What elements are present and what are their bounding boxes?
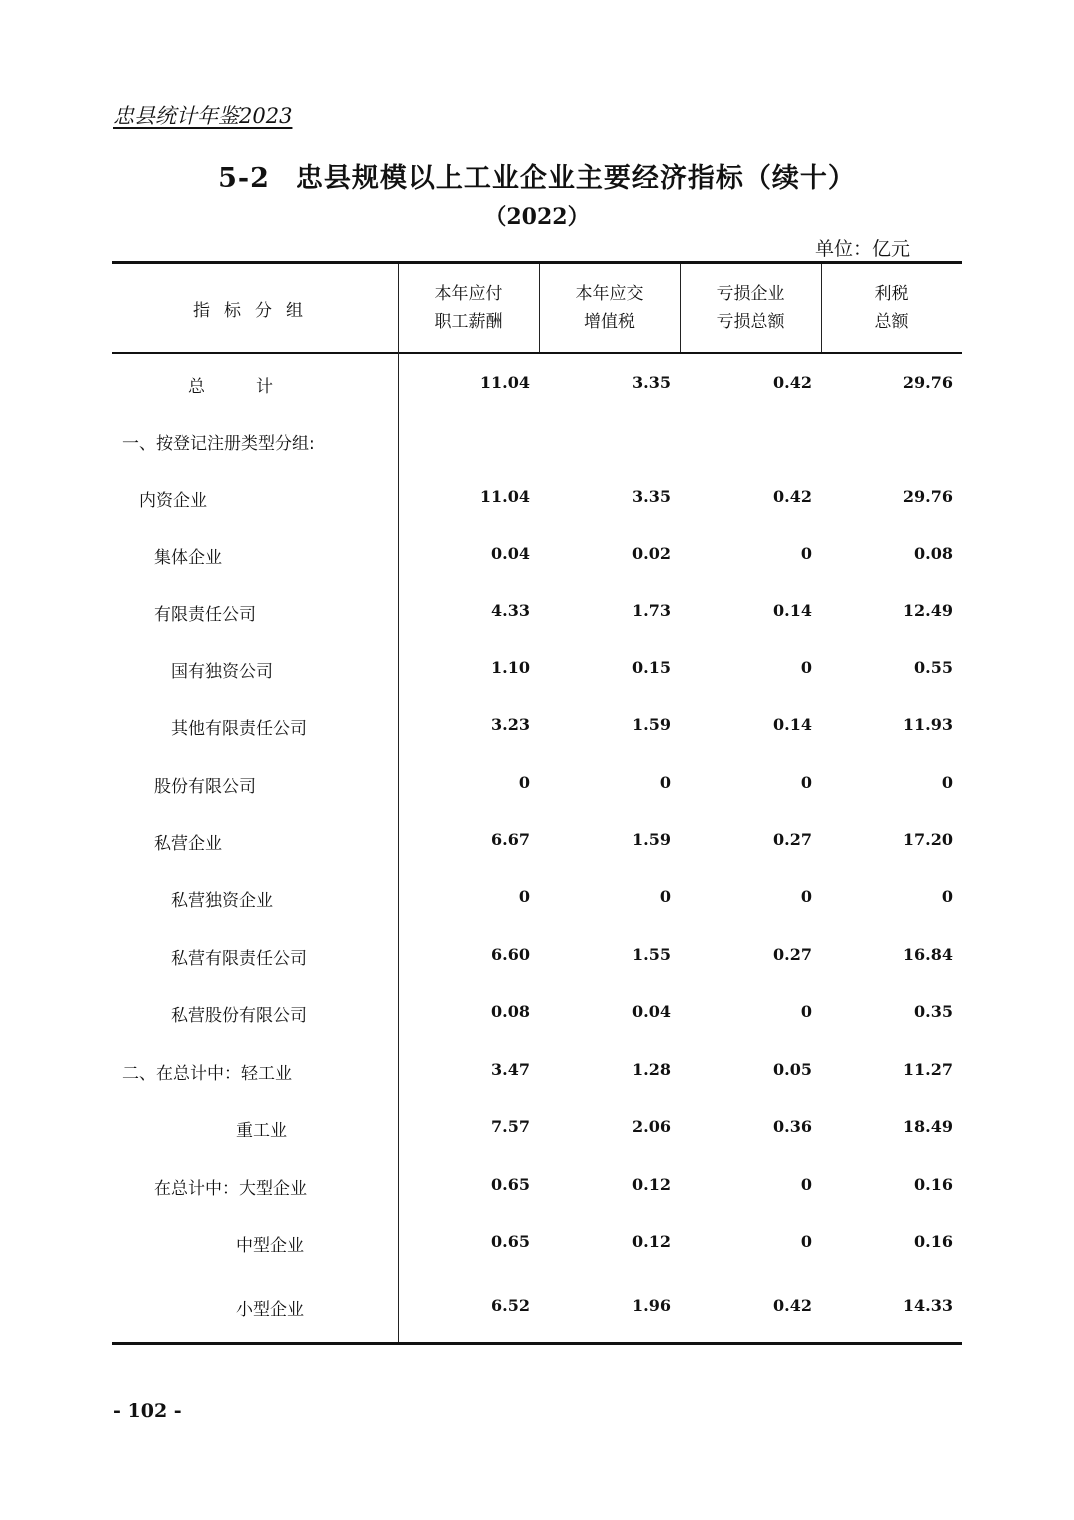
cell-vat: 0.15 [632,658,671,677]
row-label: 总 计 [188,377,273,397]
table-row [112,372,962,402]
table-row [112,486,962,516]
row-label: 集体企业 [154,548,222,568]
cell-profit-tax: 0.55 [914,658,953,677]
cell-loss: 0.42 [773,487,812,506]
cell-payroll: 0 [518,773,530,792]
cell-profit-tax: 0.16 [914,1175,953,1194]
column-header-line2: 亏损总额 [716,312,785,332]
cell-vat: 0.12 [632,1232,671,1251]
cell-loss: 0.14 [773,601,812,620]
cell-vat: 1.59 [632,715,671,734]
table-row [112,886,962,916]
cell-loss: 0.42 [773,1296,812,1315]
table-row [112,1059,962,1089]
cell-payroll: 0.65 [491,1232,530,1251]
cell-vat: 0 [659,887,671,906]
table-title [0,156,1074,195]
cell-payroll: 4.33 [491,601,530,620]
cell-vat: 3.35 [632,373,671,392]
cell-payroll: 0.65 [491,1175,530,1194]
cell-vat: 0.12 [632,1175,671,1194]
table-header-rule [112,352,962,354]
cell-loss: 0.36 [773,1117,812,1136]
column-header-line2: 总额 [874,312,909,332]
cell-profit-tax: 11.27 [902,1060,953,1079]
column-header-line2: 职工薪酬 [434,312,503,332]
cell-profit-tax: 11.93 [902,715,953,734]
cell-profit-tax: 0.08 [914,544,953,563]
table-row [112,1231,962,1261]
cell-profit-tax: 12.49 [902,601,953,620]
row-label: 中型企业 [236,1236,304,1256]
row-label: 私营有限责任公司 [171,949,307,969]
table-row [112,1001,962,1031]
column-header-line1: 亏损企业 [716,284,785,304]
cell-payroll: 6.60 [491,945,530,964]
cell-profit-tax: 0 [941,887,953,906]
cell-loss: 0 [800,1175,812,1194]
cell-loss: 0 [800,1002,812,1021]
row-label: 其他有限责任公司 [171,719,307,739]
row-label: 私营独资企业 [171,891,273,911]
table-row [112,657,962,687]
cell-vat: 0.02 [632,544,671,563]
group-header: 指标分组 [193,301,317,321]
book-title: 忠县统计年鉴2023 [113,104,293,128]
table-row [112,944,962,974]
column-header-line2: 增值税 [584,312,635,332]
cell-vat: 0 [659,773,671,792]
cell-payroll: 0 [518,887,530,906]
cell-vat: 0.04 [632,1002,671,1021]
cell-loss: 0.14 [773,715,812,734]
cell-profit-tax: 18.49 [902,1117,953,1136]
row-label: 小型企业 [236,1300,304,1320]
cell-loss: 0.27 [773,945,812,964]
cell-profit-tax: 17.20 [902,830,953,849]
table-row [112,600,962,630]
cell-loss: 0 [800,658,812,677]
cell-profit-tax: 0.35 [914,1002,953,1021]
cell-loss: 0.42 [773,373,812,392]
cell-vat: 1.96 [632,1296,671,1315]
table-row [112,1116,962,1146]
cell-profit-tax: 29.76 [902,373,953,392]
cell-payroll: 1.10 [491,658,530,677]
page-number: - 102 - [113,1400,182,1422]
column-header-loss [680,264,821,352]
cell-loss: 0 [800,773,812,792]
cell-loss: 0 [800,544,812,563]
cell-payroll: 6.52 [491,1296,530,1315]
unit-label: 单位：亿元 [814,238,910,260]
row-label: 重工业 [236,1121,287,1141]
row-label: 有限责任公司 [154,605,256,625]
table-bottom-rule [112,1342,962,1345]
cell-payroll: 11.04 [479,373,530,392]
cell-loss: 0 [800,1232,812,1251]
cell-payroll: 6.67 [491,830,530,849]
cell-payroll: 7.57 [491,1117,530,1136]
row-label: 私营企业 [154,834,222,854]
table-row [112,714,962,744]
row-label: 在总计中：大型企业 [154,1179,307,1199]
cell-profit-tax: 29.76 [902,487,953,506]
cell-vat: 2.06 [632,1117,671,1136]
column-header-line1: 利税 [874,284,909,304]
row-label: 内资企业 [139,491,207,511]
table-row [112,772,962,802]
column-header-profit-tax [821,264,962,352]
cell-payroll: 0.04 [491,544,530,563]
table-row [112,429,962,459]
cell-payroll: 0.08 [491,1002,530,1021]
row-label: 二、在总计中：轻工业 [122,1064,292,1084]
table-year: （2022） [484,204,590,230]
cell-vat: 1.55 [632,945,671,964]
row-label: 一、按登记注册类型分组: [122,434,315,454]
cell-payroll: 3.23 [491,715,530,734]
table-row [112,829,962,859]
table-row [112,1295,962,1325]
cell-profit-tax: 16.84 [902,945,953,964]
row-label: 股份有限公司 [154,777,256,797]
table-number: 5-2 [218,163,270,194]
cell-loss: 0.27 [773,830,812,849]
cell-vat: 3.35 [632,487,671,506]
cell-vat: 1.59 [632,830,671,849]
cell-payroll: 11.04 [479,487,530,506]
cell-profit-tax: 0 [941,773,953,792]
column-header-line1: 本年应交 [575,284,644,304]
row-label: 国有独资公司 [171,662,273,682]
column-header-vat [539,264,680,352]
cell-vat: 1.28 [632,1060,671,1079]
column-header-payroll [398,264,539,352]
table-row [112,1174,962,1204]
cell-vat: 1.73 [632,601,671,620]
cell-loss: 0 [800,887,812,906]
column-header-line1: 本年应付 [434,284,503,304]
cell-profit-tax: 0.16 [914,1232,953,1251]
table-title-text: 忠县规模以上工业企业主要经济指标（续十） [295,163,856,194]
cell-loss: 0.05 [773,1060,812,1079]
row-label: 私营股份有限公司 [171,1006,307,1026]
cell-profit-tax: 14.33 [902,1296,953,1315]
table-row [112,543,962,573]
cell-payroll: 3.47 [491,1060,530,1079]
